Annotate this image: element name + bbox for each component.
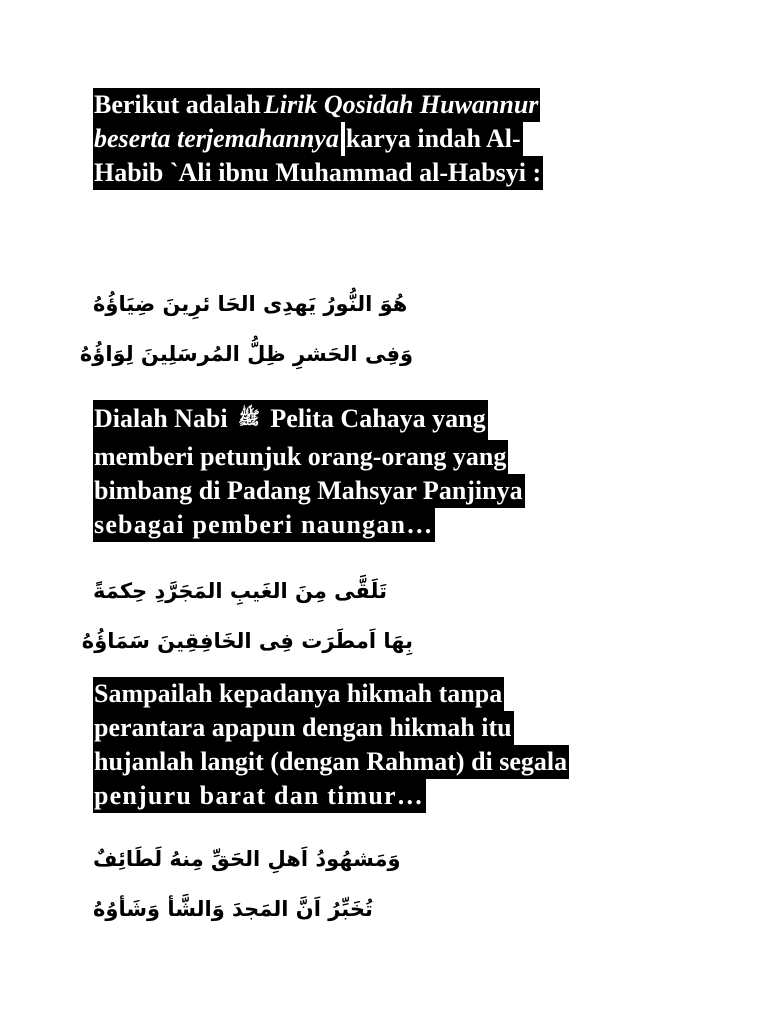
intro-paragraph bbox=[93, 88, 543, 190]
stanza-2-translation-line-2 bbox=[93, 711, 569, 745]
stanza-2-translation-line-4-text: penjuru barat dan timur… bbox=[93, 779, 426, 813]
stanza-2-translation-line-1 bbox=[93, 677, 569, 711]
stanza-2-translation-line-2-text: perantara apapun dengan hikmah itu bbox=[93, 711, 514, 745]
stanza-3-arabic-line-1: وَمَشهُودُ اَهلِ الحَقِّ مِنهُ لَطَائِفٌ bbox=[93, 847, 401, 871]
salawat-symbol-icon: ﷺ bbox=[238, 408, 260, 430]
stanza-1-translation-line-4-text: sebagai pemberi naungan… bbox=[93, 508, 435, 542]
stanza-1-translation-line-1b: Pelita Cahaya yang bbox=[270, 404, 486, 433]
intro-line-1 bbox=[93, 88, 543, 122]
intro-line-3-text: Habib `Ali ibnu Muhammad al-Habsyi : bbox=[93, 156, 543, 190]
stanza-1-translation-line-4 bbox=[93, 508, 525, 542]
stanza-1-arabic-line-1: هُوَ النُّورُ يَهدِى الحَا ئرِينَ ضِيَاؤُهُ bbox=[93, 292, 408, 316]
intro-line-1-italic: Lirik Qosidah Huwannur bbox=[263, 88, 541, 122]
stanza-3-arabic-line-2: تُخَبِّرُ اَنَّ المَجدَ وَالشَّأ وَشَأوُهُ bbox=[93, 897, 373, 921]
stanza-1-translation-line-2 bbox=[93, 440, 525, 474]
stanza-1-translation-line-3 bbox=[93, 474, 525, 508]
stanza-2-translation bbox=[93, 677, 569, 813]
intro-line-2-italic: beserta terjemahannya bbox=[93, 122, 341, 156]
stanza-1-translation-line-3-text: bimbang di Padang Mahsyar Panjinya bbox=[93, 474, 525, 508]
stanza-2-arabic-line-1: تَلَقَّى مِنَ الغَيبِ المَجَرَّدِ حِكمَةً bbox=[93, 579, 387, 603]
stanza-2-translation-line-3 bbox=[93, 745, 569, 779]
intro-line-3 bbox=[93, 156, 543, 190]
stanza-2-translation-line-4 bbox=[93, 779, 569, 813]
intro-line-2 bbox=[93, 122, 543, 156]
stanza-1-translation bbox=[93, 400, 525, 542]
stanza-2-translation-line-1-text: Sampailah kepadanya hikmah tanpa bbox=[93, 677, 504, 711]
stanza-1-arabic-line-2: وَفِى الحَشرِ ظِلُّ المُرسَلِينَ لِوَاؤُهُ bbox=[79, 342, 413, 366]
stanza-1-translation-line-2-text: memberi petunjuk orang-orang yang bbox=[93, 440, 508, 474]
intro-line-1-text: Berikut adalah bbox=[93, 88, 263, 122]
stanza-1-translation-line-1 bbox=[93, 400, 525, 440]
stanza-2-arabic-line-2: بِهَا اَمطَرَت فِى الخَافِقِينَ سَمَاؤُهُ bbox=[81, 629, 413, 653]
stanza-1-translation-line-1a: Dialah Nabi bbox=[94, 404, 228, 433]
intro-line-2-text: karya indah Al- bbox=[345, 122, 523, 156]
stanza-2-translation-line-3-text: hujanlah langit (dengan Rahmat) di segala bbox=[93, 745, 569, 779]
